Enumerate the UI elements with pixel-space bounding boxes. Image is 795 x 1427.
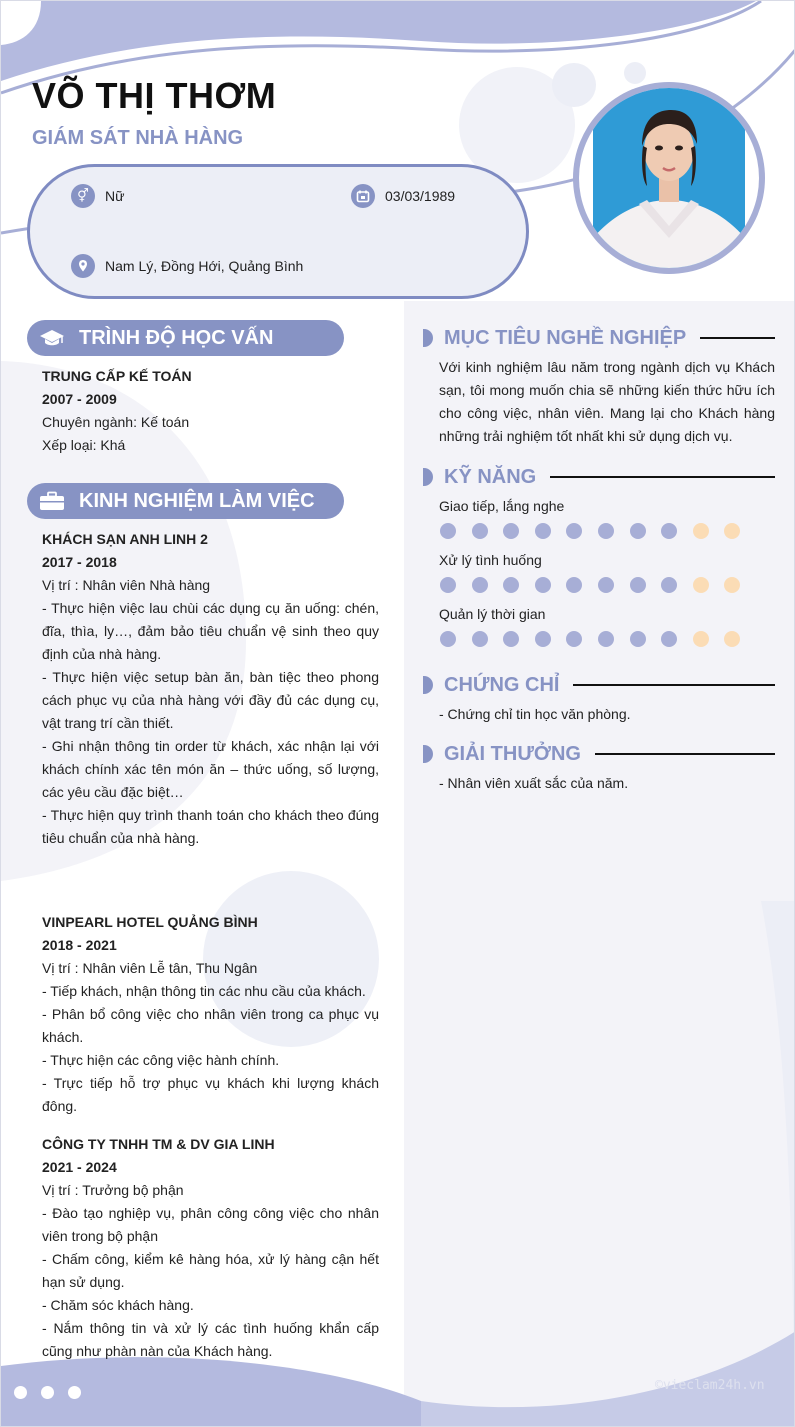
job-years: 2021 - 2024: [42, 1159, 117, 1175]
profile-photo-frame: [573, 82, 765, 274]
skill-dot-filled: [503, 631, 519, 647]
gender-row: [71, 184, 124, 208]
education-header: [27, 320, 344, 356]
skill-dot-filled: [566, 631, 582, 647]
profile-photo: [579, 88, 759, 268]
skill-dot-filled: [440, 523, 456, 539]
skill-dot-empty: [724, 631, 740, 647]
job-duty: - Chăm sóc khách hàng.: [42, 1297, 194, 1313]
watermark: ©vieclam24h.vn: [655, 1378, 765, 1393]
gender-value: Nữ: [105, 188, 125, 204]
certificates-title: CHỨNG CHỈ: [444, 673, 560, 696]
awards-header: [423, 739, 775, 769]
graduation-cap-icon: [39, 328, 65, 348]
skill-dot-filled: [566, 577, 582, 593]
job-company: KHÁCH SẠN ANH LINH 2: [42, 531, 208, 547]
skill-name: Xử lý tình huống: [439, 552, 542, 568]
objective-header: [423, 323, 775, 353]
address-value: Nam Lý, Đồng Hới, Quảng Bình: [105, 258, 304, 274]
divider-line: [700, 337, 775, 339]
job-duty: - Chấm công, kiểm kê hàng hóa, xử lý hàng cận hết hạn sử dụng.: [42, 1251, 379, 1290]
address-row: [71, 254, 303, 278]
job-block-2: [42, 911, 379, 1118]
skill-dot-filled: [535, 631, 551, 647]
half-circle-marker: [423, 745, 433, 763]
job-duty: - Trực tiếp hỗ trợ phục vụ khách khi lượng khách đông.: [42, 1075, 379, 1114]
job-duty: - Phân bổ công việc cho nhân viên trong ca phục vụ khách.: [42, 1006, 379, 1045]
briefcase-icon: [39, 491, 65, 511]
skill-dot-filled: [630, 577, 646, 593]
skill-dot-empty: [693, 577, 709, 593]
job-duty: - Nắm thông tin và xử lý các tình huống khẩn cấp cũng như phàn nàn của Khách hàng.: [42, 1320, 379, 1359]
skill-dot-empty: [724, 523, 740, 539]
skill-dot-filled: [503, 523, 519, 539]
skill-dot-filled: [598, 523, 614, 539]
calendar-icon: [351, 184, 375, 208]
skill-dot-filled: [566, 523, 582, 539]
skill-dot-filled: [472, 523, 488, 539]
skill-dot-filled: [440, 577, 456, 593]
school-name: TRUNG CẤP KẾ TOÁN: [42, 368, 192, 384]
skill-rating: [440, 577, 756, 593]
awards-title: GIẢI THƯỞNG: [444, 742, 581, 765]
skill-dot-filled: [598, 577, 614, 593]
skill-dot-filled: [503, 577, 519, 593]
experience-title: KINH NGHIỆM LÀM VIỆC: [79, 489, 315, 512]
job-duty: - Đào tạo nghiệp vụ, phân công công việc cho nhân viên trong bộ phận: [42, 1205, 379, 1244]
decorative-dot: [68, 1386, 81, 1399]
skill-dot-filled: [440, 631, 456, 647]
job-position: Vị trí : Trưởng bộ phận: [42, 1182, 184, 1198]
job-duty: - Thực hiện các công việc hành chính.: [42, 1052, 280, 1068]
job-block-1: [42, 528, 379, 850]
education-major: Chuyên ngành: Kế toán: [42, 414, 190, 430]
skill-dot-filled: [630, 523, 646, 539]
skill-dot-empty: [693, 523, 709, 539]
job-company: VINPEARL HOTEL QUẢNG BÌNH: [42, 914, 258, 930]
divider-line: [550, 476, 775, 478]
skill-dot-filled: [630, 631, 646, 647]
job-duty: - Thực hiện quy trình thanh toán cho khách theo đúng tiêu chuẩn của nhà hàng.: [42, 807, 379, 846]
education-block: [42, 365, 379, 457]
skill-dot-filled: [472, 577, 488, 593]
job-years: 2018 - 2021: [42, 937, 117, 953]
skill-dot-filled: [535, 577, 551, 593]
divider-line: [595, 753, 775, 755]
skill-dot-filled: [472, 631, 488, 647]
skills-title: KỸ NĂNG: [444, 465, 537, 488]
skill-dot-empty: [724, 577, 740, 593]
awards-text: - Nhân viên xuất sắc của năm.: [439, 775, 629, 791]
skill-dot-filled: [661, 631, 677, 647]
job-years: 2017 - 2018: [42, 554, 117, 570]
decorative-dot: [14, 1386, 27, 1399]
job-duty: - Tiếp khách, nhận thông tin các nhu cầu của khách.: [42, 983, 366, 999]
skill-dot-filled: [598, 631, 614, 647]
half-circle-marker: [423, 676, 433, 694]
job-position: Vị trí : Nhân viên Lễ tân, Thu Ngân: [42, 960, 258, 976]
half-circle-marker: [423, 329, 433, 347]
objective-text: Với kinh nghiệm lâu năm trong ngành dịch vụ Khách sạn, tôi mong muốn chia sẽ những kiến thức hữu ích cho công việc, nhân viên. Mang lại cho Khách hàng những trải nghiệm tốt nhất khi sử dụng dịch vụ.: [439, 359, 775, 444]
job-position: Vị trí : Nhân viên Nhà hàng: [42, 577, 211, 593]
skill-rating: [440, 523, 756, 539]
experience-header: [27, 483, 344, 519]
skill-dot-filled: [535, 523, 551, 539]
job-title: GIÁM SÁT NHÀ HÀNG: [32, 127, 244, 149]
skill-rating: [440, 631, 756, 647]
skill-name: Giao tiếp, lắng nghe: [439, 498, 565, 514]
skills-header: [423, 462, 775, 492]
skill-dot-filled: [661, 523, 677, 539]
birthday-row: [351, 184, 455, 208]
skill-dot-empty: [693, 631, 709, 647]
job-block-3: [42, 1133, 379, 1363]
location-icon: [71, 254, 95, 278]
candidate-name: VÕ THỊ THƠM: [32, 75, 277, 116]
job-duty: - Thực hiện việc setup bàn ăn, bàn tiệc theo phong cách phục vụ của nhà hàng với đầy đủ các dụng cụ, vật trang trí cần thiết.: [42, 669, 379, 731]
objective-title: MỤC TIÊU NGHỀ NGHIỆP: [444, 326, 687, 349]
job-duty: - Ghi nhận thông tin order từ khách, xác nhận lại với khách chính xác tên món ăn – thức uống, số lượng, các yêu cầu đặc biệt…: [42, 738, 379, 800]
certificates-header: [423, 670, 775, 700]
education-years: 2007 - 2009: [42, 391, 117, 407]
half-circle-marker: [423, 468, 433, 486]
certificates-text: - Chứng chỉ tin học văn phòng.: [439, 706, 631, 722]
divider-line: [573, 684, 775, 686]
gender-icon: ⚥: [71, 184, 95, 208]
skill-dot-filled: [661, 577, 677, 593]
decorative-dot: [41, 1386, 54, 1399]
education-grade: Xếp loại: Khá: [42, 437, 126, 453]
birthday-value: 03/03/1989: [385, 188, 456, 204]
job-duty: - Thực hiện việc lau chùi các dụng cụ ăn uống: chén, đĩa, thìa, ly…, đảm bảo tiêu chuẩn vệ sinh theo quy định của nhà hàng.: [42, 600, 379, 662]
job-company: CÔNG TY TNHH TM & DV GIA LINH: [42, 1136, 275, 1152]
education-title: TRÌNH ĐỘ HỌC VẤN: [79, 326, 274, 349]
skill-name: Quản lý thời gian: [439, 606, 546, 622]
